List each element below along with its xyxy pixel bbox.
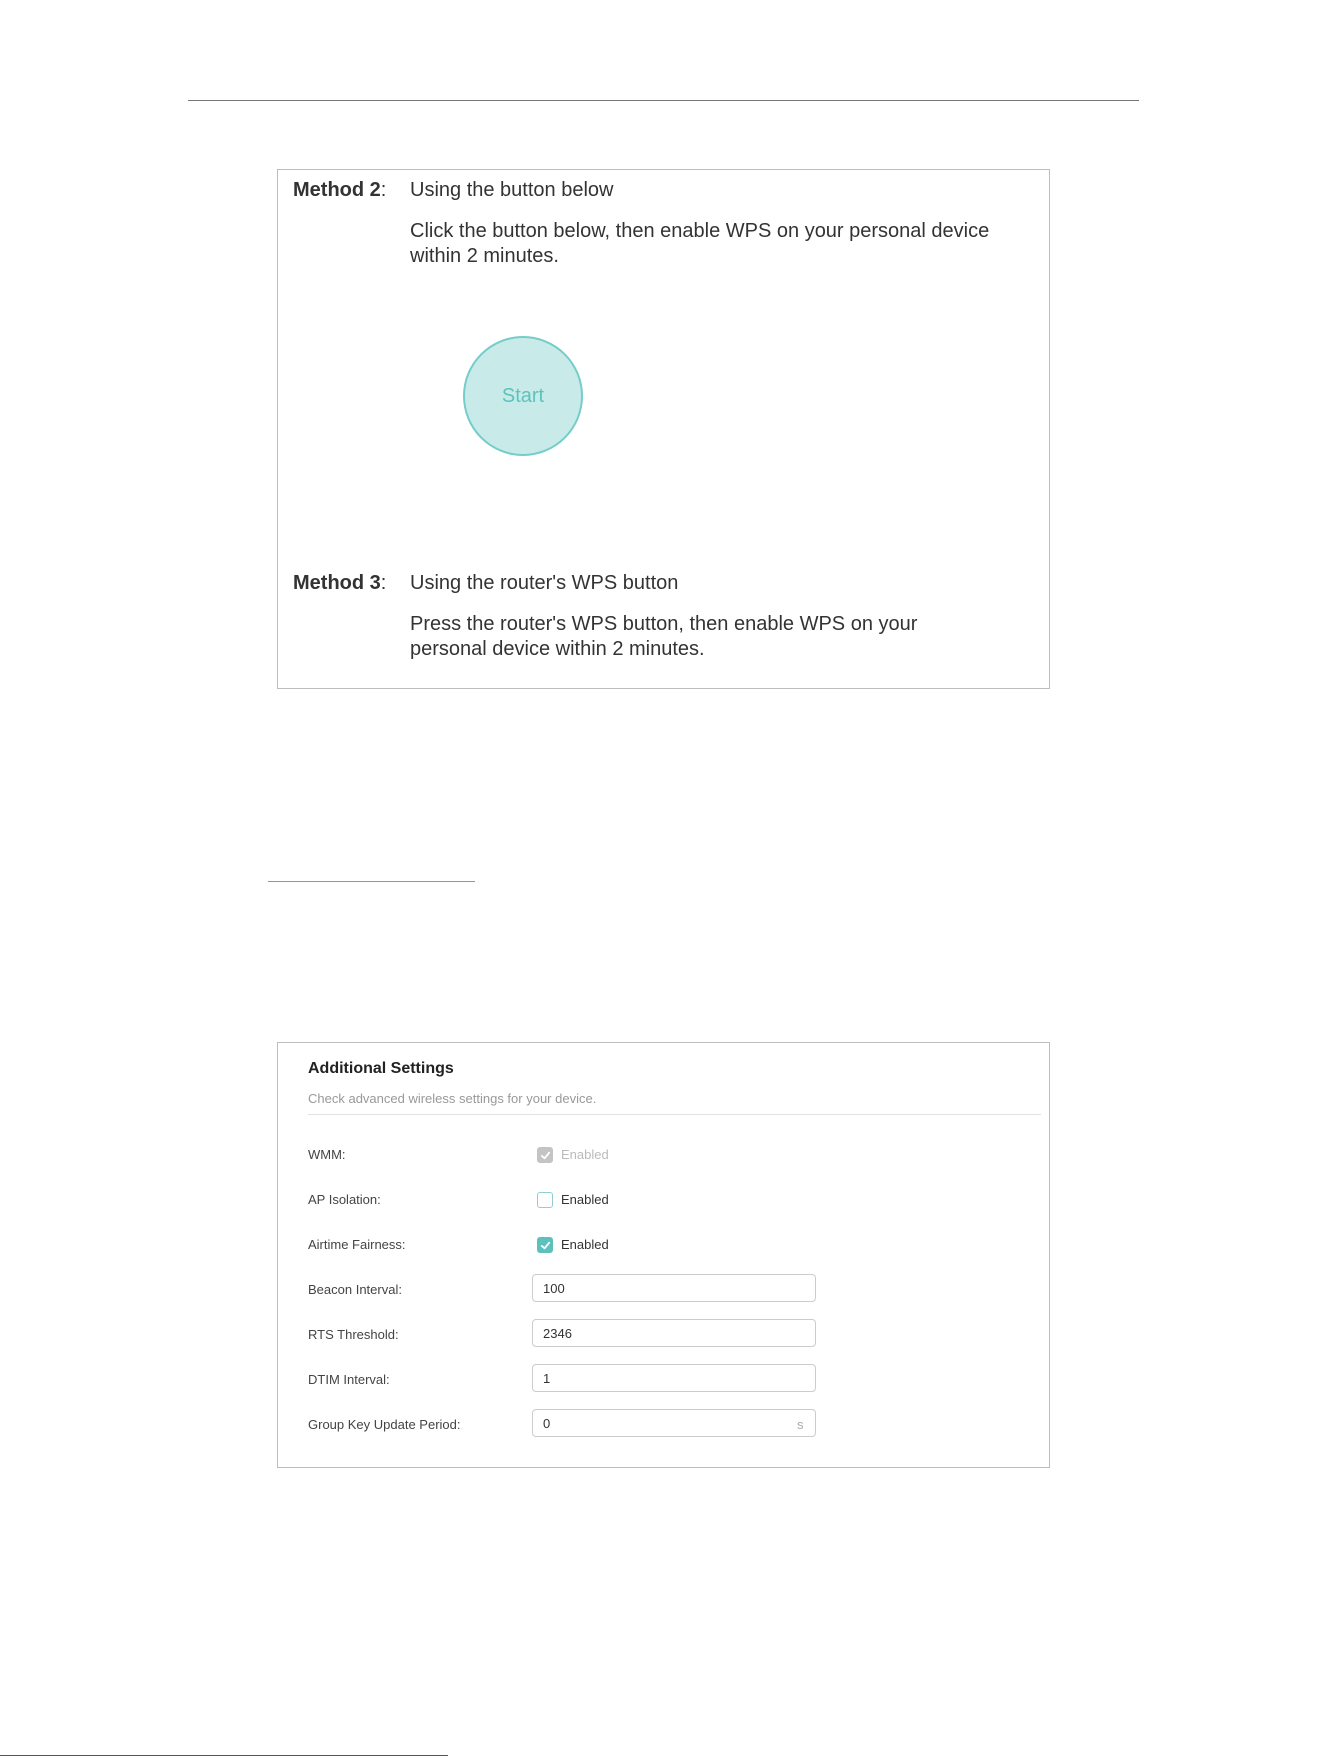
settings-divider: [308, 1114, 1041, 1115]
method-2-description: Click the button below, then enable WPS on your personal device within 2 minutes.: [410, 220, 990, 267]
method-3-description: Press the router's WPS button, then enable WPS on your personal device within 2 minutes.: [410, 613, 918, 660]
ap-isolation-option-label: Enabled: [561, 1192, 609, 1207]
method-2-label: Method 2:: [293, 179, 387, 201]
rts-threshold-input[interactable]: [532, 1319, 816, 1347]
wmm-option-label: Enabled: [561, 1147, 609, 1162]
wps-panel: [277, 169, 1050, 689]
airtime-fairness-checkbox[interactable]: [537, 1237, 553, 1253]
ap-isolation-label: AP Isolation:: [308, 1192, 381, 1207]
beacon-interval-label: Beacon Interval:: [308, 1282, 402, 1297]
settings-subtitle: Check advanced wireless settings for your device.: [308, 1091, 597, 1106]
method-3-label: Method 3:: [293, 572, 387, 594]
group-key-update-period-input[interactable]: [532, 1409, 816, 1437]
beacon-interval-input[interactable]: [532, 1274, 816, 1302]
method-2-title: Using the button below: [410, 179, 614, 201]
settings-title: Additional Settings: [308, 1060, 454, 1077]
ap-isolation-checkbox[interactable]: [537, 1192, 553, 1208]
footer-rule: [0, 1755, 448, 1756]
wmm-checkbox[interactable]: [537, 1147, 553, 1163]
airtime-fairness-option-label: Enabled: [561, 1237, 609, 1252]
check-icon: [540, 1240, 551, 1251]
wps-start-button[interactable]: Start: [463, 336, 583, 456]
header-rule: [188, 100, 1139, 101]
rts-threshold-label: RTS Threshold:: [308, 1327, 399, 1342]
group-key-update-period-label: Group Key Update Period:: [308, 1417, 461, 1432]
additional-settings-panel: [277, 1042, 1050, 1468]
dtim-interval-input[interactable]: [532, 1364, 816, 1392]
method-3-title: Using the router's WPS button: [410, 572, 679, 594]
wmm-label: WMM:: [308, 1147, 346, 1162]
airtime-fairness-label: Airtime Fairness:: [308, 1237, 406, 1252]
link-underline: [268, 881, 475, 882]
group-key-unit: s: [797, 1417, 804, 1432]
dtim-interval-label: DTIM Interval:: [308, 1372, 390, 1387]
check-icon: [540, 1150, 551, 1161]
